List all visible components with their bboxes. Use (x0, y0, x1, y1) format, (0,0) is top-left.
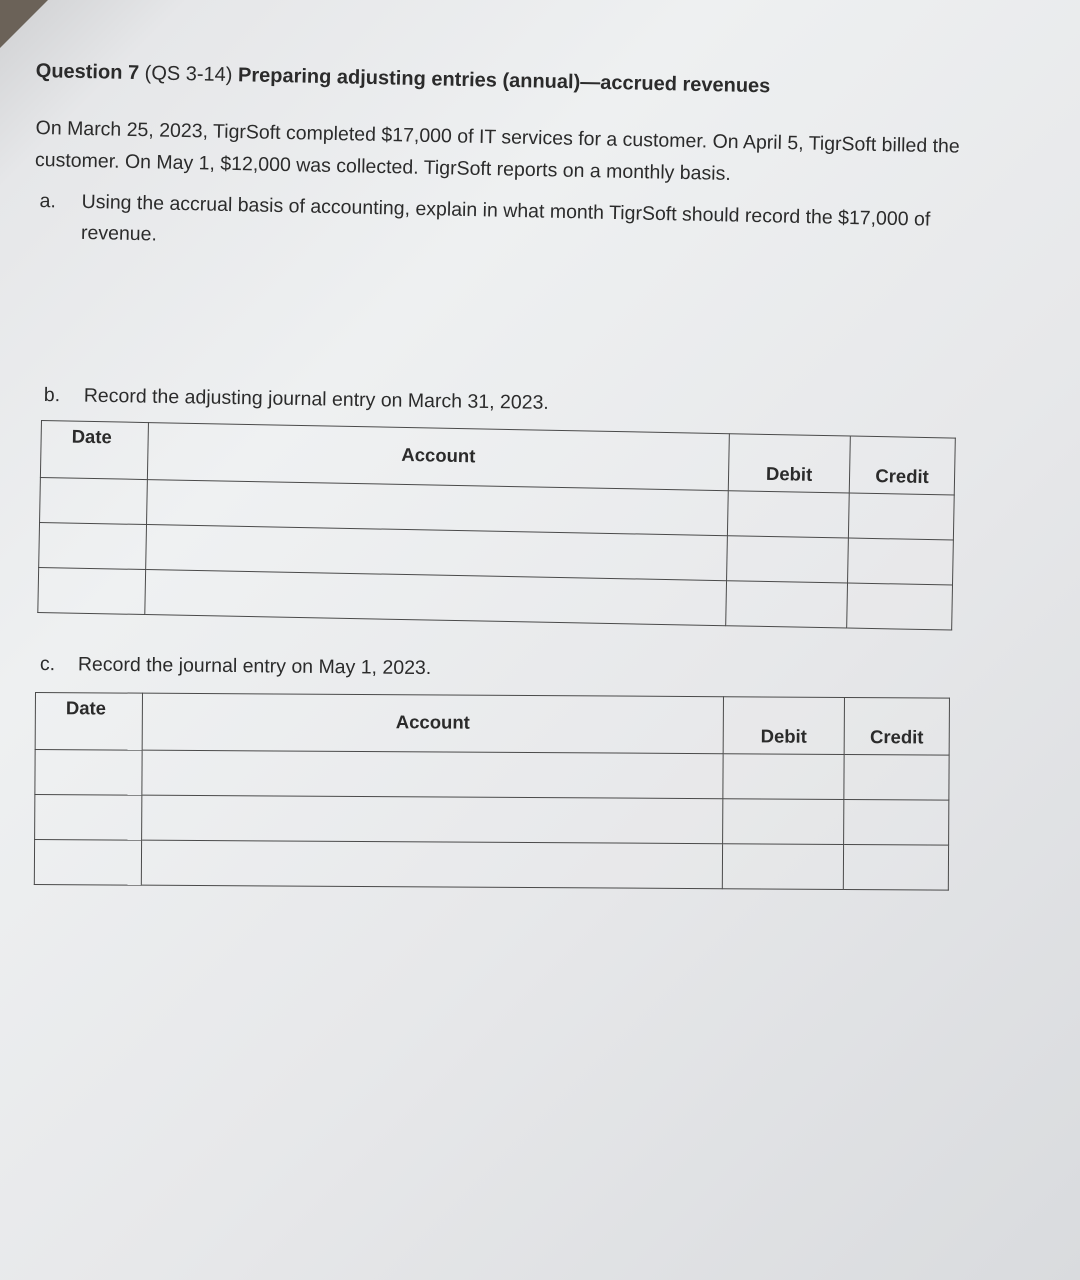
date-cell[interactable] (35, 750, 142, 796)
date-header: Date (35, 693, 142, 751)
journal-table-c (34, 692, 950, 891)
debit-cell[interactable] (727, 536, 849, 583)
date-cell[interactable] (38, 567, 146, 614)
date-cell[interactable] (35, 795, 142, 841)
credit-cell[interactable] (848, 493, 954, 540)
part-b-letter: b. (43, 384, 61, 407)
account-cell[interactable] (142, 750, 723, 799)
account-cell[interactable] (142, 795, 723, 844)
debit-cell[interactable] (727, 491, 849, 538)
debit-cell[interactable] (723, 754, 844, 800)
credit-header: Credit (844, 697, 949, 755)
journal-header-row (35, 693, 949, 756)
part-a-text: Using the accrual basis of accounting, explain in what month TigrSoft should record the $17,000 of revenue. (80, 190, 931, 246)
account-header: Account (142, 693, 723, 754)
debit-cell[interactable] (723, 799, 844, 845)
date-cell[interactable] (39, 522, 147, 569)
part-c-letter: c. (39, 653, 56, 676)
page-corner-shadow (0, 0, 48, 48)
table-row (34, 840, 948, 891)
debit-header: Debit (728, 434, 850, 493)
table-row (35, 750, 949, 801)
date-header: Date (40, 421, 148, 480)
credit-cell[interactable] (847, 583, 953, 630)
credit-header: Credit (849, 436, 955, 495)
part-a (39, 186, 980, 268)
credit-cell[interactable] (848, 538, 954, 585)
account-header: Account (147, 423, 729, 491)
date-cell[interactable] (34, 840, 141, 886)
debit-cell[interactable] (726, 581, 848, 628)
credit-cell[interactable] (843, 844, 948, 890)
part-a-letter: a. (39, 189, 57, 213)
journal-table-b (37, 420, 956, 631)
debit-header: Debit (723, 697, 844, 755)
part-c (40, 653, 432, 680)
question-number: Question 7 (35, 60, 140, 85)
part-b-text: Record the adjusting journal entry on March 31, 2023. (83, 384, 549, 414)
question-heading: Preparing adjusting entries (annual)—accrued revenues (237, 64, 771, 98)
table-row (35, 795, 949, 846)
debit-cell[interactable] (722, 844, 843, 890)
question-intro: On March 25, 2023, TigrSoft completed $17,000 of IT services for a customer. On April 5, TigrSoft billed the customer. On May 1, $12,000 was collected. TigrSoft reports on a monthly basis. (34, 116, 960, 185)
credit-cell[interactable] (844, 799, 949, 845)
date-cell[interactable] (40, 477, 148, 524)
part-b (44, 384, 549, 415)
account-cell[interactable] (141, 840, 722, 889)
credit-cell[interactable] (844, 754, 949, 800)
question-code: (QS 3-14) (144, 62, 233, 87)
question-title (36, 60, 776, 98)
part-c-text: Record the journal entry on May 1, 2023. (77, 653, 432, 680)
